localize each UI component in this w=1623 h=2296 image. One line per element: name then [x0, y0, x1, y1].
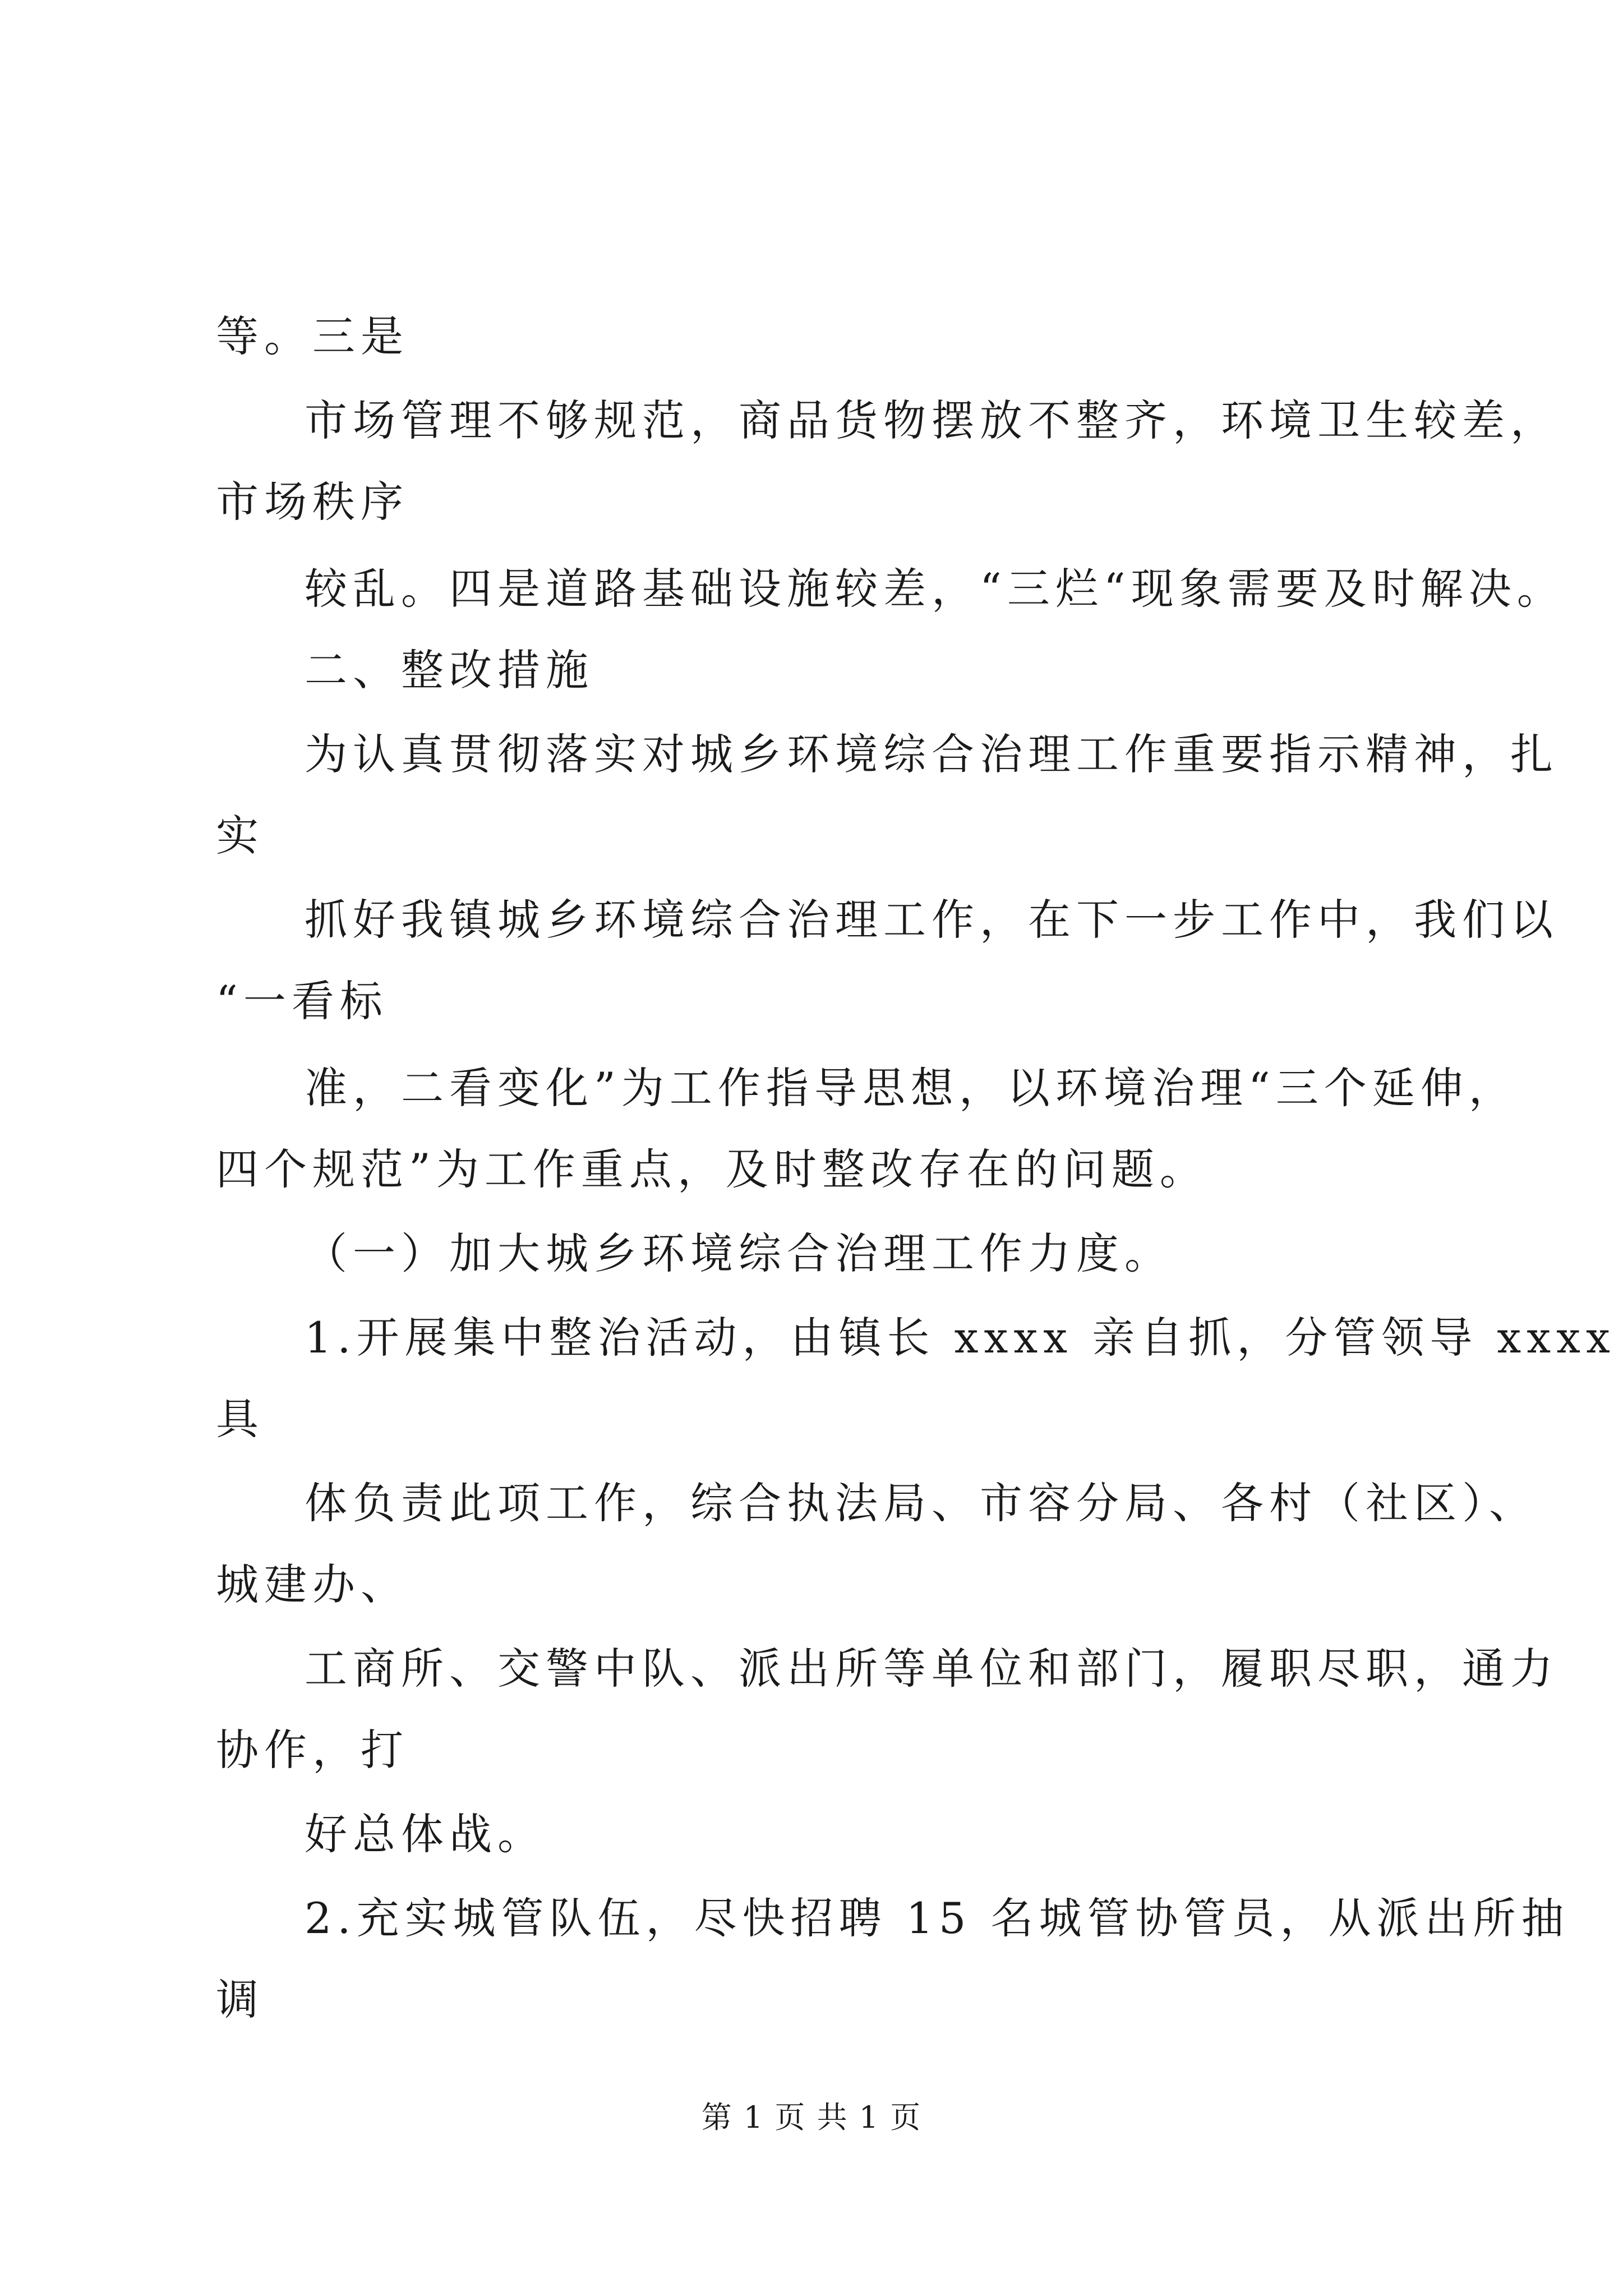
text-line: 抓好我镇城乡环境综合治理工作，在下一步工作中，我们以 [305, 895, 1559, 945]
text-line: 四个规范”为工作重点，及时整改存在的问题。 [216, 1144, 1208, 1194]
text-line: 市场秩序 [216, 477, 409, 527]
text-line: 1.开展集中整治活动，由镇长 xxxx 亲自抓，分管领导 xxxx [305, 1313, 1616, 1363]
text-line: 较乱。四是道路基础设施较差，“三烂“现象需要及时解决。 [305, 564, 1565, 614]
text-line: 2.充实城管队伍，尽快招聘 15 名城管协管员，从派出所抽 [305, 1893, 1570, 1943]
text-line: 为认真贯彻落实对城乡环境综合治理工作重要指示精神，扎 [305, 729, 1559, 779]
text-line: 等。三是 [216, 311, 409, 361]
text-line: 准，二看变化”为工作指导思想，以环境治理“三个延伸， [305, 1063, 1517, 1113]
text-line: 城建办、 [216, 1559, 409, 1609]
text-line: 市场管理不够规范，商品货物摆放不整齐，环境卫生较差， [305, 395, 1559, 445]
text-line: 工商所、交警中队、派出所等单位和部门，履职尽职，通力 [305, 1644, 1559, 1694]
section-heading: 二、整改措施 [305, 645, 594, 695]
text-line: 好总体战。 [305, 1809, 546, 1859]
text-line: 体负责此项工作，综合执法局、市容分局、各村（社区）、 [305, 1478, 1537, 1528]
subsection-heading: （一）加大城乡环境综合治理工作力度。 [305, 1228, 1173, 1278]
text-line: 实 [216, 811, 264, 861]
text-line: 调 [216, 1975, 264, 2024]
text-line: “一看标 [216, 976, 388, 1026]
text-line: 具 [216, 1394, 264, 1444]
page-number-footer: 第 1 页 共 1 页 [701, 2100, 922, 2135]
text-line: 协作，打 [216, 1725, 409, 1775]
